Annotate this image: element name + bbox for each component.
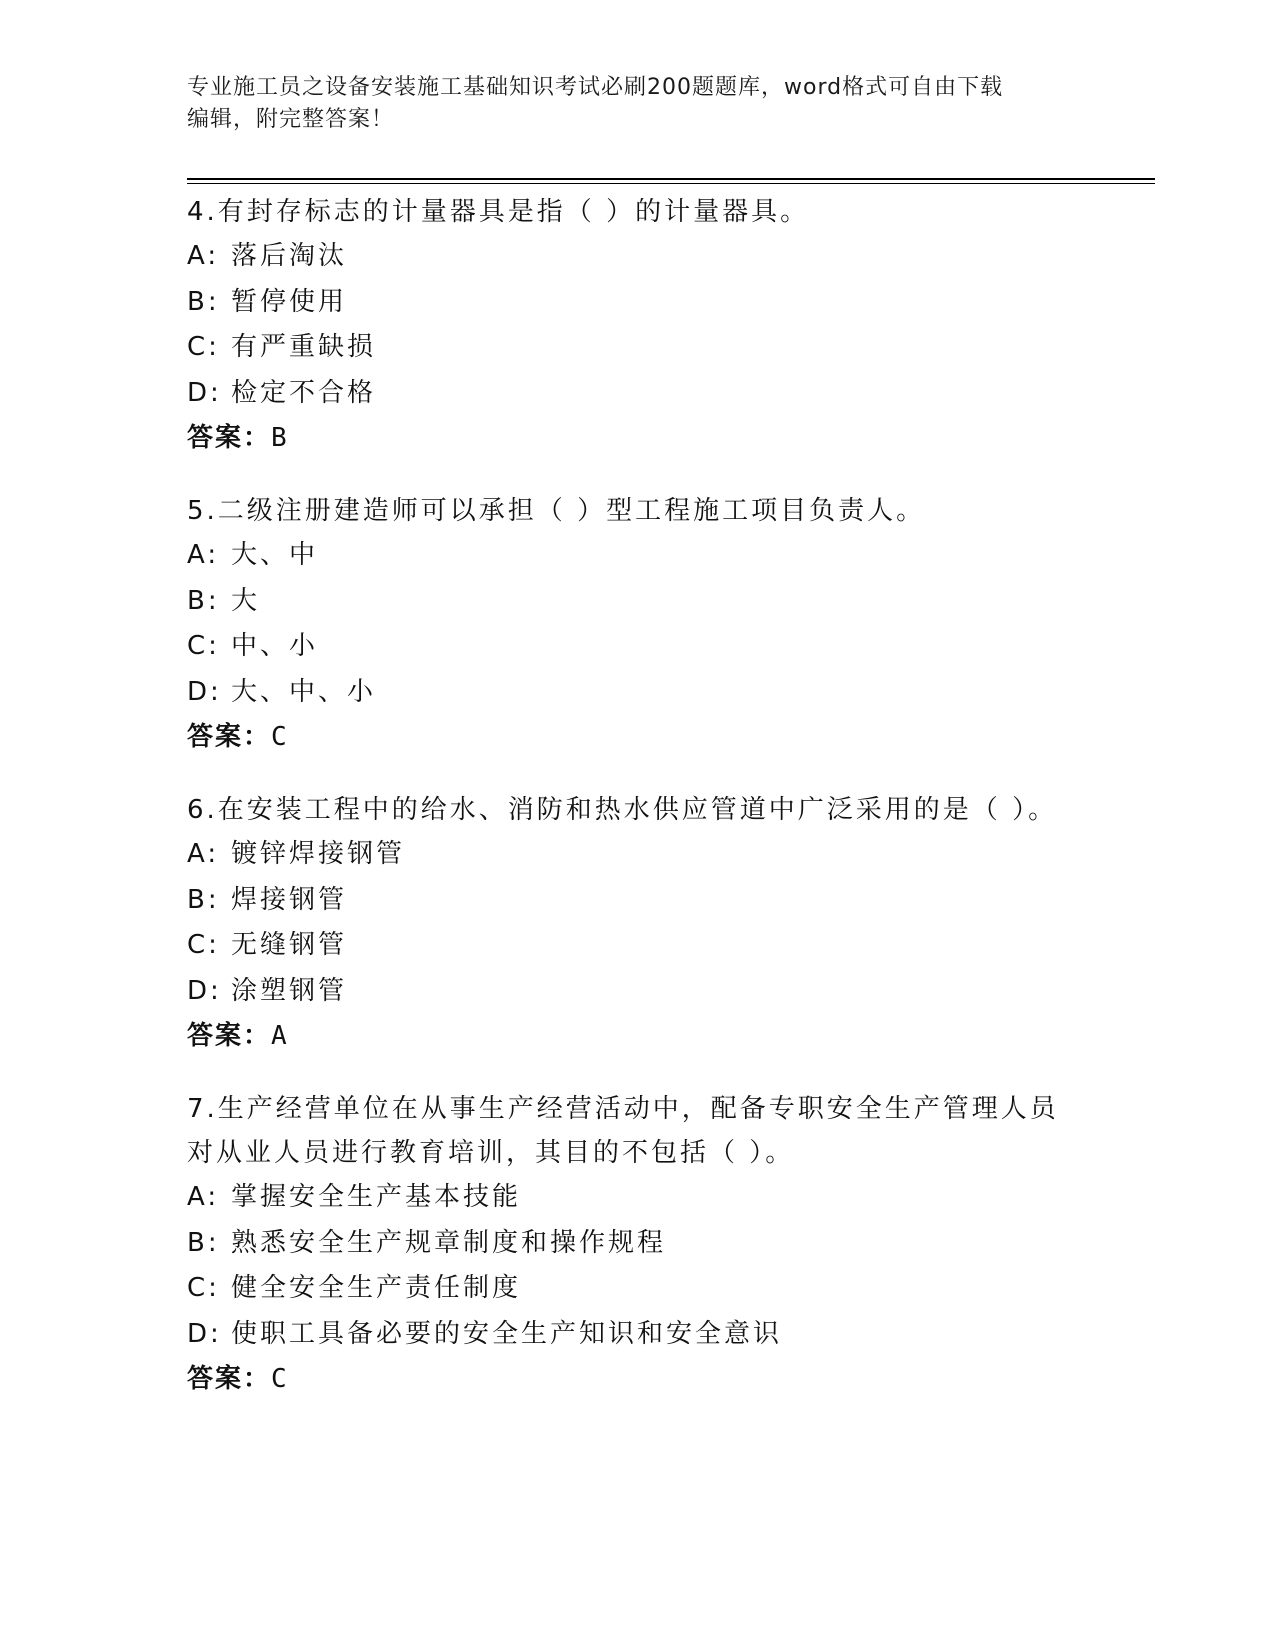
option-b (187, 1221, 1087, 1267)
question-6 (187, 788, 1087, 1059)
question-stem: 4.有封存标志的计量器具是指（ ）的计量器具。 (187, 197, 810, 227)
option-letter: D: (187, 676, 222, 707)
option-letter: B: (187, 1227, 220, 1258)
option-letter: A: (187, 1182, 220, 1212)
intro-line-2: 编辑，附完整答案！ (187, 107, 395, 132)
question-list (187, 190, 1087, 1430)
option-letter: C: (187, 1273, 220, 1303)
option-c (187, 923, 1087, 969)
intro-line-1: 专业施工员之设备安装施工基础知识考试必刷200题题库，word格式可自由下载 (187, 75, 1004, 100)
option-text: 健全安全生产责任制度 (231, 1273, 522, 1303)
option-text: 使职工具备必要的安全生产知识和安全意识 (231, 1318, 783, 1349)
answer-value: A (271, 1021, 289, 1051)
option-b (187, 579, 1087, 625)
question-stem: 7.生产经营单位在从事生产经营活动中，配备专职安全生产管理人员对从业人员进行教育培训，其目的不包括（ ）。 (187, 1094, 1059, 1168)
option-text: 镀锌焊接钢管 (231, 839, 406, 869)
answer-line (187, 1357, 1087, 1402)
option-d (187, 371, 1087, 417)
option-text: 熟悉安全生产规章制度和操作规程 (231, 1227, 667, 1258)
question-stem: 6.在安装工程中的给水、消防和热水供应管道中广泛采用的是（ ）。 (187, 795, 1058, 825)
answer-label: 答案： (187, 722, 272, 752)
option-d (187, 670, 1087, 716)
option-c (187, 325, 1087, 371)
option-text: 检定不合格 (231, 377, 377, 408)
answer-label: 答案： (187, 423, 272, 453)
option-letter: D: (187, 1318, 222, 1349)
option-text: 无缝钢管 (231, 930, 348, 960)
option-d (187, 969, 1087, 1015)
option-text: 大、中 (231, 540, 319, 570)
option-letter: D: (187, 975, 222, 1006)
option-letter: A: (187, 839, 220, 869)
option-b (187, 280, 1087, 326)
answer-line (187, 1014, 1087, 1059)
option-letter: A: (187, 540, 220, 570)
option-letter: B: (187, 884, 220, 915)
question-7 (187, 1087, 1087, 1402)
option-c (187, 1266, 1087, 1312)
option-letter: A: (187, 241, 220, 271)
option-d (187, 1312, 1087, 1358)
answer-label: 答案： (187, 1021, 272, 1051)
option-a (187, 832, 1087, 878)
question-5 (187, 489, 1087, 760)
option-text: 掌握安全生产基本技能 (231, 1182, 522, 1212)
answer-value: C (271, 1364, 289, 1394)
option-b (187, 878, 1087, 924)
option-text: 暂停使用 (231, 286, 348, 317)
option-letter: D: (187, 377, 222, 408)
answer-line (187, 715, 1087, 760)
option-letter: C: (187, 631, 220, 661)
option-letter: B: (187, 585, 220, 616)
option-text: 大 (231, 585, 261, 616)
option-text: 涂塑钢管 (231, 975, 348, 1006)
header-divider-thick (187, 178, 1155, 180)
option-text: 落后淘汰 (231, 241, 348, 271)
option-a (187, 533, 1087, 579)
option-text: 焊接钢管 (231, 884, 348, 915)
option-a (187, 234, 1087, 280)
option-c (187, 624, 1087, 670)
header-divider-thin (187, 183, 1155, 184)
answer-line (187, 416, 1087, 461)
option-letter: B: (187, 286, 220, 317)
option-text: 中、小 (231, 631, 319, 661)
answer-value: C (271, 722, 289, 752)
option-a (187, 1175, 1087, 1221)
question-4 (187, 190, 1087, 461)
answer-label: 答案： (187, 1364, 272, 1394)
document-intro (187, 72, 1087, 136)
question-stem: 5.二级注册建造师可以承担（ ）型工程施工项目负责人。 (187, 496, 926, 526)
option-letter: C: (187, 930, 220, 960)
answer-value: B (271, 423, 289, 453)
option-text: 大、中、小 (231, 676, 377, 707)
option-text: 有严重缺损 (231, 332, 377, 362)
option-letter: C: (187, 332, 220, 362)
